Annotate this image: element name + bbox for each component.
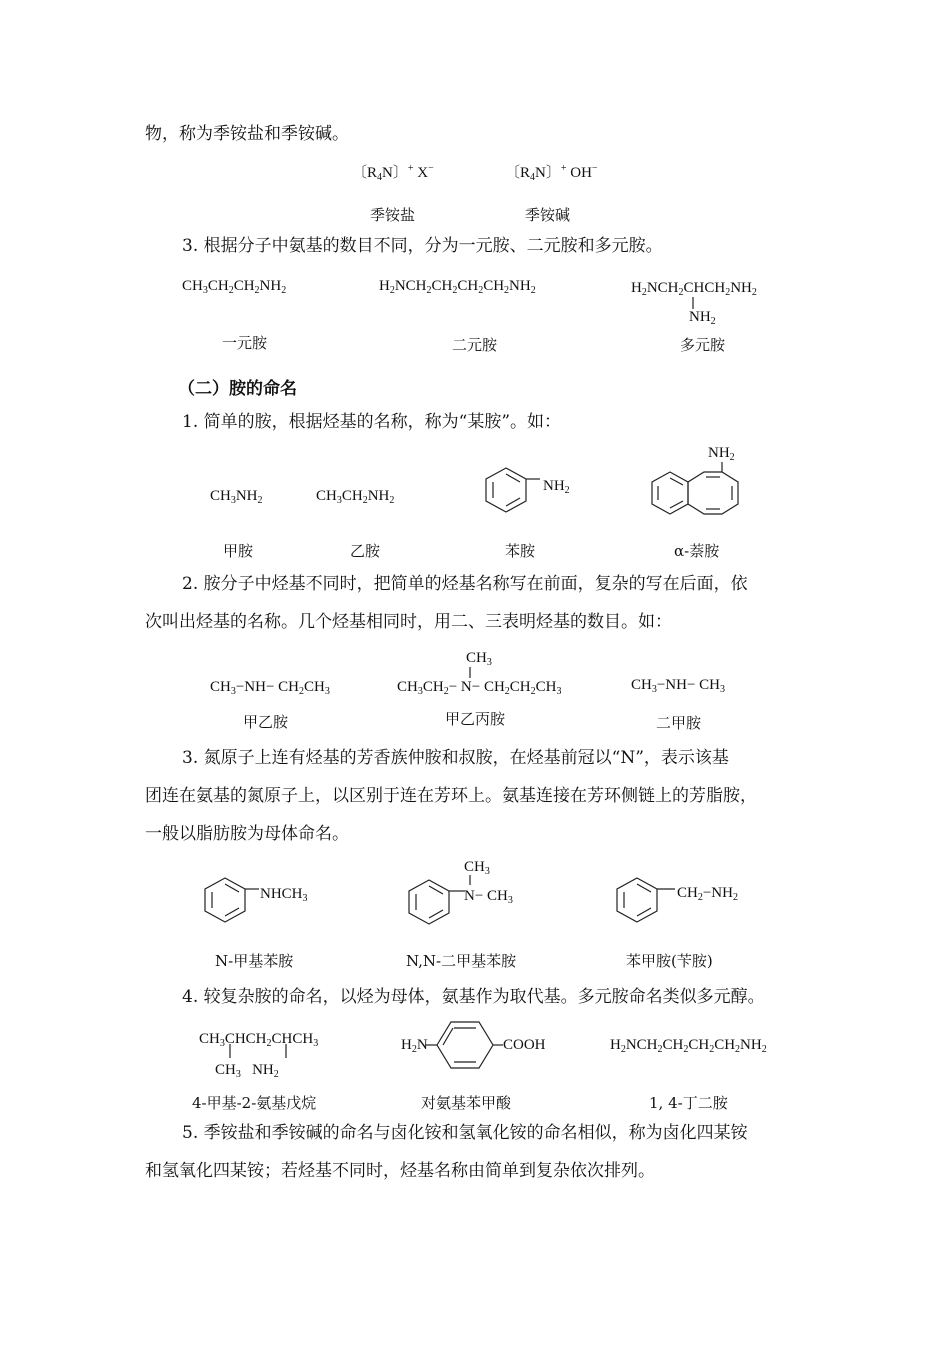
formula-quaternary-salt: 〔$R_4N$〕+ X−: [352, 163, 434, 183]
formula-methylethylpropylamine: $CH_3CH_2- N- CH_2CH_2CH_3$: [397, 679, 562, 697]
label-methylamine: 甲胺: [223, 542, 254, 560]
formula-paba-h2n: $H_2N$: [401, 1037, 428, 1055]
label-aminopentane: 4-甲基-2-氨基戊烷: [192, 1094, 317, 1112]
label-n-methylaniline: N-甲基苯胺: [215, 952, 294, 970]
paragraph-naming-4: 4. 较复杂胺的命名，以烃为母体，氨基作为取代基。多元胺命名类似多元醇。: [182, 987, 765, 1007]
label-naphthylamine: α-萘胺: [674, 542, 720, 560]
formula-benzylamine: $CH_2-NH_2$: [677, 885, 738, 903]
paragraph-naming-3a: 3. 氮原子上连有烃基的芳香族仲胺和叔胺，在烃基前冠以“N”，表示该基: [182, 748, 729, 768]
paragraph-naming-2b: 次叫出烃基的名称。几个烃基相同时，用二、三表明烃基的数目。如：: [145, 612, 672, 632]
formula-propylamine: $CH_3CH_2CH_2NH_2$: [182, 278, 287, 296]
formula-dimethylamine: $CH_3-NH- CH_3$: [631, 677, 726, 695]
formula-aminopentane: $CH_3CHCH_2CHCH_3$: [199, 1031, 319, 1049]
benzene-ring-dimethylaniline: [407, 878, 469, 934]
formula-quaternary-base: 〔$R_4N$〕+ OH−: [505, 163, 598, 183]
label-monoamine: 一元胺: [222, 334, 268, 352]
paragraph-naming-3c: 一般以脂肪胺为母体命名。: [145, 824, 349, 844]
label-dimethylamine: 二甲胺: [656, 714, 702, 732]
formula-triamine-nh2: $NH_2$: [689, 309, 716, 327]
label-diamine: 二元胺: [452, 336, 498, 354]
formula-butanediamine: $H_2NCH_2CH_2CH_2CH_2NH_2$: [379, 278, 536, 296]
benzene-ring-paba: [425, 1020, 505, 1076]
label-quaternary-base: 季铵碱: [525, 206, 571, 224]
paragraph-classify: 3. 根据分子中氨基的数目不同，分为一元胺、二元胺和多元胺。: [182, 236, 663, 256]
formula-n-methylaniline: $NHCH_3$: [260, 886, 308, 904]
label-polyamine: 多元胺: [680, 336, 726, 354]
benzene-ring-aniline: [484, 466, 544, 522]
paragraph-naming-2a: 2. 胺分子中烃基不同时，把简单的烃基名称写在前面，复杂的写在后面，依: [182, 574, 748, 594]
formula-dimethylaniline: $N- CH_3$: [464, 888, 513, 906]
formula-butanediamine-2: $H_2NCH_2CH_2CH_2CH_2NH_2$: [610, 1037, 767, 1055]
paragraph-naming-1: 1. 简单的胺，根据烃基的名称，称为“某胺”。如：: [182, 412, 562, 432]
label-quaternary-salt: 季铵盐: [370, 206, 416, 224]
benzene-ring-n-methylaniline: [203, 876, 265, 932]
formula-paba-cooh: COOH: [503, 1037, 546, 1053]
label-butanediamine: 1, 4-丁二胺: [649, 1094, 728, 1112]
paragraph-naming-5b: 和氢氧化四某铵；若烃基不同时，烃基名称由简单到复杂依次排列。: [145, 1161, 655, 1181]
label-methylethylamine: 甲乙胺: [243, 713, 289, 731]
label-dimethylaniline: N,N-二甲基苯胺: [406, 952, 517, 970]
formula-methylamine: $CH_3NH_2$: [210, 488, 263, 506]
naphthalene-ring: [648, 462, 748, 524]
formula-methylethylamine: $CH_3-NH- CH_2CH_3$: [210, 679, 330, 697]
formula-aniline-nh2: $NH_2$: [543, 478, 570, 496]
paragraph-naming-3b: 团连在氨基的氮原子上，以区别于连在芳环上。氨基连接在芳环侧链上的芳脂胺，: [145, 786, 757, 806]
label-methylethylpropylamine: 甲乙丙胺: [445, 710, 506, 728]
formula-naphthylamine-nh2: $NH_2$: [708, 445, 735, 463]
paragraph-naming-5a: 5. 季铵盐和季铵碱的命名与卤化铵和氢氧化铵的命名相似，称为卤化四某铵: [182, 1123, 748, 1143]
label-benzylamine: 苯甲胺(苄胺): [626, 952, 713, 970]
benzene-ring-benzylamine: [615, 876, 677, 932]
formula-dimethylaniline-ch3-top: $CH_3$: [464, 859, 490, 877]
intro-text: 物，称为季铵盐和季铵碱。: [145, 124, 349, 144]
label-aniline: 苯胺: [505, 542, 536, 560]
formula-triamine: $H_2NCH_2CHCH_2NH_2$: [631, 280, 757, 298]
formula-aminopentane-subs: $CH_3$ $NH_2$: [215, 1062, 279, 1080]
formula-ethylamine: $CH_3CH_2NH_2$: [316, 488, 395, 506]
formula-methyl-top: $CH_3$: [466, 650, 492, 668]
label-paba: 对氨基苯甲酸: [421, 1094, 512, 1112]
label-ethylamine: 乙胺: [350, 542, 381, 560]
section-heading: （二）胺的命名: [178, 379, 297, 399]
